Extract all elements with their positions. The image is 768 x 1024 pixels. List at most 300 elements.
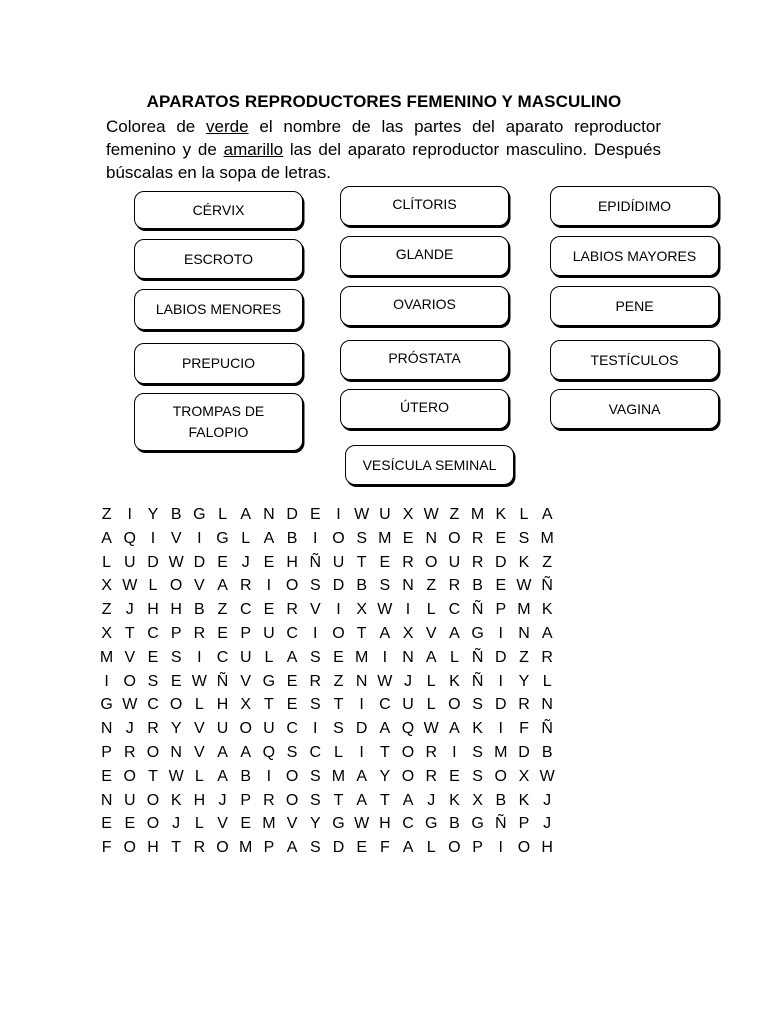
grid-letter: P <box>240 791 252 809</box>
word-box-escroto <box>134 239 303 279</box>
grid-letter: Z <box>519 648 529 666</box>
word-box-utero <box>340 389 509 429</box>
grid-letter: R <box>286 601 298 619</box>
grid-letter: R <box>541 648 553 666</box>
grid-letter: B <box>356 577 367 595</box>
grid-letter: R <box>124 743 136 761</box>
grid-letter: E <box>101 815 112 833</box>
grid-letter: D <box>286 506 298 523</box>
grid-letter: O <box>146 791 160 809</box>
grid-letter: Z <box>426 577 437 595</box>
word-box-clitoris <box>340 186 509 226</box>
instructions-text-3: las del aparato reproductor masculino. Después búscalas en la sopa de letras. <box>106 140 662 182</box>
grid-letter: S <box>379 577 391 595</box>
grid-letter: W <box>168 553 184 571</box>
grid-letter: L <box>102 553 112 571</box>
grid-letter: O <box>239 720 252 738</box>
grid-letter: S <box>309 791 321 809</box>
grid-letter: W <box>122 696 138 714</box>
word-label: VAGINA <box>608 400 661 417</box>
grid-letter: E <box>449 767 460 785</box>
grid-letter: I <box>382 648 388 666</box>
grid-letter: S <box>170 648 182 666</box>
word-box-testiculos <box>550 340 719 380</box>
instructions-color-yellow: amarillo <box>223 140 284 159</box>
grid-letter: N <box>425 529 437 547</box>
grid-letter: M <box>540 529 554 547</box>
word-label: TROMPAS DE FALOPIO <box>172 403 265 440</box>
grid-letter: S <box>472 696 483 714</box>
grid-letter: E <box>495 577 507 595</box>
grid-letter: N <box>402 648 414 666</box>
grid-letter: G <box>262 672 276 690</box>
grid-letter: U <box>239 648 252 666</box>
grid-letter: P <box>170 624 182 642</box>
grid-letter: R <box>402 553 414 571</box>
grid-letter: I <box>197 529 202 547</box>
grid-letter: H <box>147 601 159 619</box>
word-label: CLÍTORIS <box>392 196 457 212</box>
grid-letter: P <box>263 839 275 857</box>
grid-letter: L <box>194 696 204 714</box>
grid-letter: S <box>309 648 321 666</box>
grid-letter: A <box>356 791 367 809</box>
instructions-text-1: Colorea de <box>106 117 207 136</box>
grid-letter: E <box>286 696 298 714</box>
grid-letter: K <box>449 791 460 809</box>
grid-letter: Ñ <box>541 577 553 595</box>
grid-letter: D <box>518 743 530 761</box>
grid-letter: E <box>124 815 136 833</box>
grid-letter: O <box>123 672 136 690</box>
grid-letter: P <box>495 601 507 619</box>
grid-letter: J <box>218 791 227 809</box>
grid-letter: P <box>240 624 252 642</box>
grid-letter: N <box>402 577 414 595</box>
grid-letter: H <box>193 791 206 809</box>
grid-letter: I <box>498 624 503 642</box>
grid-letter: O <box>401 743 415 761</box>
grid-letter: D <box>495 696 507 714</box>
grid-letter: G <box>216 529 229 547</box>
grid-letter: L <box>218 506 227 523</box>
grid-letter: A <box>101 529 112 547</box>
grid-letter: E <box>402 529 414 547</box>
grid-letter: O <box>448 529 461 547</box>
instructions-color-green: verde <box>206 117 249 136</box>
grid-letter: W <box>516 577 532 595</box>
grid-letter: I <box>313 720 318 738</box>
grid-letter: B <box>286 529 298 547</box>
grid-letter: M <box>470 506 485 523</box>
grid-letter: U <box>124 553 136 571</box>
grid-letter: Ñ <box>471 672 484 690</box>
word-label: PENE <box>615 297 654 314</box>
grid-letter: O <box>146 743 160 761</box>
grid-letter: R <box>193 839 206 857</box>
grid-letter: W <box>539 767 555 785</box>
grid-letter: T <box>333 696 344 714</box>
grid-letter: Q <box>123 529 136 547</box>
grid-letter: X <box>356 601 367 619</box>
grid-letter: Z <box>101 601 112 619</box>
grid-letter: M <box>354 648 369 666</box>
word-box-cervix <box>134 191 303 229</box>
grid-letter: J <box>427 791 436 809</box>
grid-letter: O <box>169 696 183 714</box>
grid-letter: L <box>519 506 529 523</box>
grid-letter: V <box>240 672 252 690</box>
grid-letter: A <box>449 624 460 642</box>
grid-letter: W <box>354 506 370 523</box>
grid-letter: X <box>402 506 414 523</box>
grid-letter: I <box>498 720 503 738</box>
grid-letter: X <box>101 577 112 595</box>
grid-letter: L <box>148 577 158 595</box>
grid-letter: O <box>123 767 136 785</box>
grid-letter: S <box>147 672 159 690</box>
word-box-glande <box>340 236 509 276</box>
grid-letter: T <box>356 624 367 642</box>
grid-letter: Z <box>449 506 460 523</box>
word-box-vagina <box>550 389 719 429</box>
grid-letter: B <box>170 506 182 523</box>
grid-letter: B <box>194 601 205 619</box>
grid-letter: S <box>472 743 483 761</box>
grid-letter: S <box>333 720 344 738</box>
grid-letter: H <box>286 553 298 571</box>
word-box-prepucio <box>134 343 303 384</box>
grid-letter: O <box>517 839 531 857</box>
grid-letter: O <box>216 839 229 857</box>
grid-letter: E <box>101 767 112 785</box>
grid-letter: M <box>262 815 276 833</box>
grid-letter: Z <box>217 601 228 619</box>
grid-letter: V <box>217 815 228 833</box>
grid-letter: C <box>379 696 391 714</box>
grid-letter: S <box>518 529 530 547</box>
grid-letter: S <box>309 696 321 714</box>
grid-letter: U <box>124 791 136 809</box>
grid-letter: O <box>146 815 160 833</box>
grid-letter: E <box>263 601 275 619</box>
worksheet-title: APARATOS REPRODUCTORES FEMENINO Y MASCULINO <box>146 92 622 111</box>
grid-letter: L <box>426 601 436 619</box>
grid-letter: O <box>285 767 299 785</box>
grid-letter: R <box>471 529 484 547</box>
grid-letter: A <box>425 648 437 666</box>
grid-letter: I <box>405 601 411 619</box>
grid-letter: K <box>495 506 507 523</box>
grid-letter: T <box>356 553 367 571</box>
grid-letter: U <box>402 696 414 714</box>
grid-letter: Ñ <box>471 648 484 666</box>
grid-letter: X <box>101 624 112 642</box>
grid-letter: V <box>309 601 321 619</box>
grid-letter: E <box>309 506 321 523</box>
grid-letter: U <box>263 624 275 642</box>
grid-letter: O <box>169 577 183 595</box>
grid-letter: L <box>449 648 459 666</box>
grid-letter: A <box>379 720 391 738</box>
word-label: EPIDÍDIMO <box>597 197 672 214</box>
grid-letter: E <box>217 553 228 571</box>
grid-letter: H <box>170 601 182 619</box>
grid-letter: R <box>471 553 484 571</box>
grid-letter: W <box>168 767 184 785</box>
grid-letter: D <box>495 648 507 666</box>
grid-letter: Ñ <box>495 815 507 833</box>
grid-letter: S <box>309 577 321 595</box>
grid-letter: T <box>379 743 390 761</box>
grid-letter: X <box>472 791 483 809</box>
word-label: TESTÍCULOS <box>590 351 679 368</box>
grid-letter: T <box>264 696 274 714</box>
grid-letter: F <box>101 839 112 857</box>
grid-letter: D <box>495 553 507 571</box>
grid-letter: I <box>266 767 272 785</box>
grid-letter: D <box>332 577 345 595</box>
grid-letter: S <box>309 839 321 857</box>
grid-letter: T <box>379 791 390 809</box>
grid-letter: W <box>377 601 393 619</box>
grid-letter: H <box>379 815 391 833</box>
grid-letter: K <box>449 672 460 690</box>
grid-letter: W <box>122 577 138 595</box>
grid-letter: D <box>355 720 368 738</box>
grid-letter: V <box>194 743 205 761</box>
grid-letter: R <box>518 696 530 714</box>
word-label: PREPUCIO <box>181 355 256 371</box>
grid-letter: A <box>541 624 553 642</box>
grid-letter: N <box>355 672 368 690</box>
grid-letter: D <box>147 553 159 571</box>
grid-letter: I <box>452 743 457 761</box>
grid-letter: K <box>541 601 553 619</box>
grid-letter: Z <box>542 553 553 571</box>
grid-letter: L <box>542 672 552 690</box>
grid-letter: L <box>334 743 343 761</box>
grid-letter: J <box>125 720 134 738</box>
grid-letter: O <box>424 553 438 571</box>
grid-letter: A <box>541 506 553 523</box>
grid-letter: A <box>240 743 252 761</box>
grid-letter: V <box>425 624 437 642</box>
word-label: LABIOS MAYORES <box>572 247 697 264</box>
grid-letter: A <box>217 767 228 785</box>
grid-letter: A <box>286 839 298 857</box>
grid-letter: O <box>494 767 507 785</box>
grid-letter: B <box>541 743 553 761</box>
grid-letter: Y <box>170 720 182 738</box>
grid-letter: J <box>172 815 181 833</box>
grid-letter: S <box>309 767 321 785</box>
grid-letter: I <box>150 529 156 547</box>
grid-letter: A <box>402 791 414 809</box>
word-label: LABIOS MENORES <box>155 301 282 317</box>
grid-letter: N <box>263 506 275 523</box>
grid-letter: X <box>518 767 530 785</box>
grid-letter: E <box>495 529 507 547</box>
grid-letter: M <box>494 743 508 761</box>
word-box-epididimo <box>550 186 719 226</box>
word-box-pene <box>550 286 719 326</box>
grid-letter: A <box>449 720 460 738</box>
grid-letter: X <box>402 624 414 642</box>
grid-letter: P <box>518 815 530 833</box>
word-box-labios-mayores <box>550 236 719 276</box>
grid-letter: V <box>194 720 205 738</box>
grid-letter: V <box>170 529 182 547</box>
grid-letter: M <box>99 648 114 666</box>
grid-letter: Q <box>401 720 415 738</box>
word-label: CÉRVIX <box>192 201 245 218</box>
grid-letter: S <box>472 767 483 785</box>
grid-letter: D <box>193 553 206 571</box>
grid-letter: E <box>356 839 367 857</box>
grid-letter: R <box>239 577 252 595</box>
grid-letter: D <box>332 839 345 857</box>
grid-letter: V <box>286 815 298 833</box>
grid-letter: H <box>216 696 229 714</box>
grid-letter: Z <box>101 506 112 523</box>
grid-letter: G <box>471 624 484 642</box>
word-box-trompas-de-falopio <box>134 393 303 451</box>
grid-letter: V <box>124 648 136 666</box>
grid-letter: O <box>285 577 299 595</box>
grid-letter: I <box>359 696 364 714</box>
grid-letter: Y <box>147 506 159 523</box>
grid-letter: T <box>148 767 158 785</box>
grid-letter: K <box>472 720 483 738</box>
grid-letter: R <box>425 743 437 761</box>
grid-letter: U <box>216 720 229 738</box>
grid-letter: T <box>333 791 344 809</box>
grid-letter: W <box>423 720 439 738</box>
grid-letter: K <box>518 791 530 809</box>
grid-letter: J <box>543 815 552 833</box>
grid-letter: I <box>359 743 364 761</box>
grid-letter: A <box>379 624 391 642</box>
grid-letter: S <box>356 529 367 547</box>
grid-letter: C <box>286 624 298 642</box>
grid-letter: V <box>194 577 205 595</box>
grid-letter: U <box>263 720 275 738</box>
word-box-vesicula-seminal <box>345 445 514 485</box>
grid-letter: E <box>263 553 275 571</box>
grid-letter: L <box>426 839 436 857</box>
word-label: OVARIOS <box>393 296 456 312</box>
grid-letter: U <box>448 553 461 571</box>
grid-letter: L <box>426 672 436 690</box>
word-label: ÚTERO <box>400 399 449 415</box>
grid-letter: C <box>216 648 229 666</box>
grid-letter: W <box>377 672 393 690</box>
grid-letter: I <box>336 601 341 619</box>
grid-letter: E <box>147 648 159 666</box>
grid-letter: N <box>100 791 113 809</box>
grid-letter: R <box>448 577 461 595</box>
grid-letter: H <box>147 839 159 857</box>
grid-letter: I <box>313 624 318 642</box>
grid-letter: E <box>333 648 344 666</box>
grid-letter: I <box>336 506 341 523</box>
grid-letter: Ñ <box>541 720 553 738</box>
grid-letter: J <box>543 791 552 809</box>
grid-letter: R <box>193 624 206 642</box>
grid-letter: A <box>402 839 414 857</box>
grid-letter: K <box>170 791 182 809</box>
grid-letter: J <box>241 553 250 571</box>
grid-letter: M <box>239 839 253 857</box>
grid-letter: E <box>286 672 298 690</box>
grid-letter: H <box>541 839 553 857</box>
grid-letter: M <box>331 767 346 785</box>
grid-letter: J <box>125 601 134 619</box>
grid-letter: C <box>239 601 252 619</box>
grid-letter: E <box>217 624 228 642</box>
grid-letter: G <box>332 815 345 833</box>
grid-letter: G <box>193 506 206 523</box>
grid-letter: Q <box>262 743 276 761</box>
grid-letter: C <box>286 720 298 738</box>
grid-letter: O <box>448 839 461 857</box>
grid-letter: C <box>402 815 414 833</box>
grid-letter: O <box>332 624 345 642</box>
grid-letter: N <box>518 624 530 642</box>
grid-letter: C <box>309 743 322 761</box>
grid-letter: O <box>285 791 299 809</box>
word-box-labios-menores <box>134 289 303 330</box>
grid-letter: C <box>147 624 159 642</box>
grid-letter: A <box>240 506 252 523</box>
grid-letter: S <box>286 743 298 761</box>
grid-letter: Ñ <box>216 672 229 690</box>
grid-letter: E <box>170 672 182 690</box>
grid-letter: F <box>519 720 529 738</box>
grid-letter: N <box>170 743 182 761</box>
grid-letter: Y <box>518 672 530 690</box>
grid-letter: O <box>448 696 461 714</box>
grid-letter: K <box>518 553 530 571</box>
grid-letter: L <box>241 529 251 547</box>
grid-letter: P <box>472 839 483 857</box>
word-label: VESÍCULA SEMINAL <box>362 456 497 473</box>
grid-letter: W <box>423 506 439 523</box>
grid-letter: R <box>147 720 159 738</box>
grid-letter: R <box>309 672 322 690</box>
grid-letter: J <box>404 672 413 690</box>
grid-letter: M <box>378 529 392 547</box>
word-search-grid <box>95 503 559 860</box>
grid-letter: A <box>286 648 298 666</box>
grid-letter: B <box>240 767 252 785</box>
grid-letter: A <box>263 529 275 547</box>
grid-letter: T <box>124 624 135 642</box>
grid-letter: U <box>379 506 391 523</box>
grid-letter: I <box>313 529 318 547</box>
grid-letter: T <box>171 839 182 857</box>
grid-letter: F <box>379 839 390 857</box>
grid-letter: A <box>217 577 228 595</box>
grid-letter: I <box>197 648 202 666</box>
grid-letter: O <box>123 839 136 857</box>
grid-letter: E <box>240 815 252 833</box>
grid-letter: I <box>498 839 503 857</box>
grid-letter: A <box>217 743 228 761</box>
grid-letter: Ñ <box>471 601 484 619</box>
grid-letter: R <box>263 791 275 809</box>
